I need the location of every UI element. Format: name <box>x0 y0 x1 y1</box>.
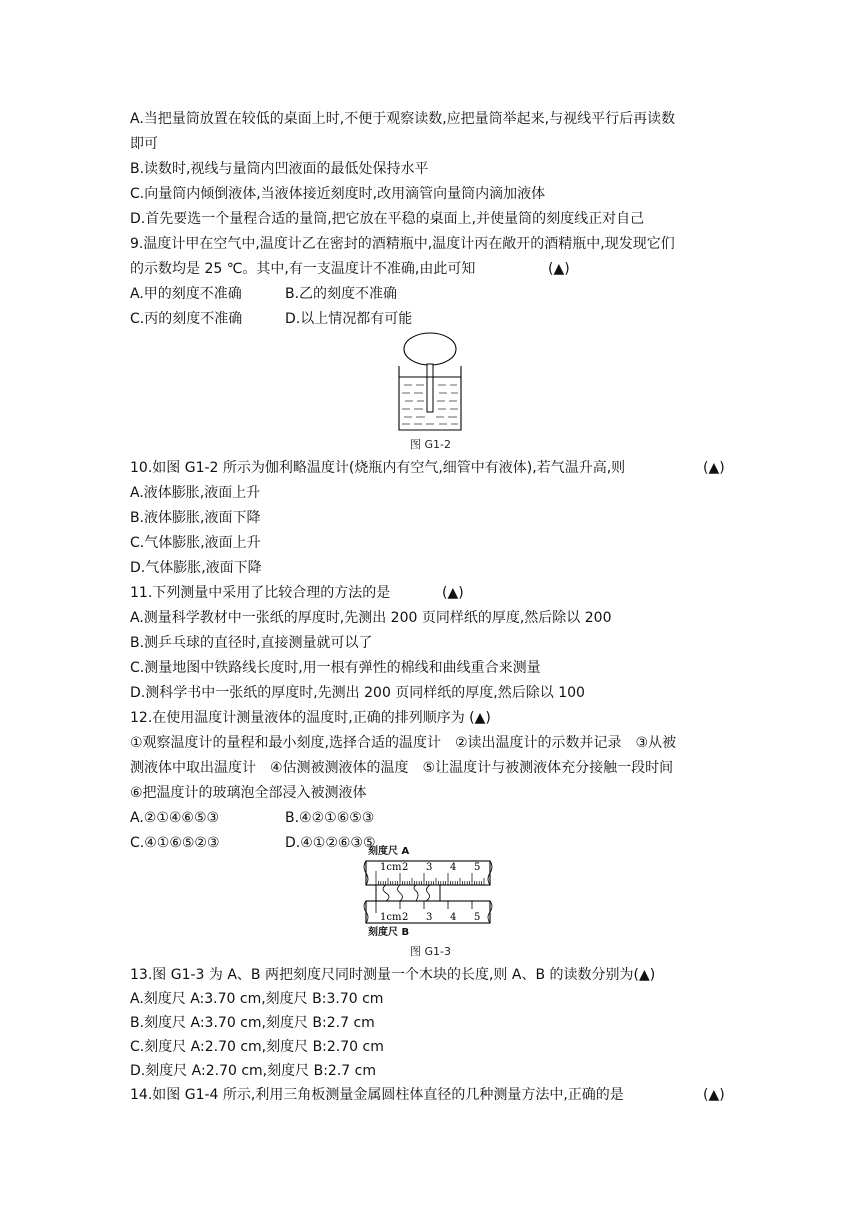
q10-stem: 10.如图 G1-2 所示为伽利略温度计(烧瓶内有空气,细管中有液体),若气温升高,则 <box>130 460 626 476</box>
q12-option-a: A.②①④⑥⑤③ <box>130 810 220 826</box>
q8-option-a-line1: A.当把量筒放置在较低的桌面上时,不便于观察读数,应把量筒举起来,与视线平行后再读数 <box>130 111 676 127</box>
q10-option-c: C.气体膨胀,液面上升 <box>130 535 261 551</box>
ruler-a-tick-label-1: 1cm <box>380 862 402 873</box>
ruler-a-tick-label-2: 2 <box>402 862 409 873</box>
q8-option-d: D.首先要选一个量程合适的量筒,把它放在平稳的桌面上,并使量筒的刻度线正对自己 <box>130 211 645 227</box>
ruler-b-tick-label-3: 3 <box>426 912 433 923</box>
q12-option-d: D.④①②⑥③⑤ <box>285 835 376 851</box>
ruler-a-tick-label-5: 5 <box>474 862 481 873</box>
q9-stem-line2: 的示数均是 25 ℃。其中,有一支温度计不准确,由此可知 <box>130 261 476 277</box>
q10-option-a: A.液体膨胀,液面上升 <box>130 485 261 501</box>
q12-steps-line1: ①观察温度计的量程和最小刻度,选择合适的温度计 ②读出温度计的示数并记录 ③从被 <box>130 735 677 751</box>
ruler-b-tick-label-1: 1cm <box>380 912 402 923</box>
q9-answer-mark: (▲) <box>548 261 570 277</box>
q13-option-c: C.刻度尺 A:2.70 cm,刻度尺 B:2.70 cm <box>130 1039 384 1055</box>
q14-answer-mark: (▲) <box>703 1087 725 1103</box>
q13-option-b: B.刻度尺 A:3.70 cm,刻度尺 B:2.7 cm <box>130 1015 375 1031</box>
q8-option-b: B.读数时,视线与量筒内凹液面的最低处保持水平 <box>130 161 429 177</box>
figure-g1-3-caption: 图 G1-3 <box>410 945 451 958</box>
q9-option-c: C.丙的刻度不准确 <box>130 311 243 327</box>
q10-answer-mark: (▲) <box>703 460 725 476</box>
q11-option-a: A.测量科学教材中一张纸的厚度时,先测出 200 页同样纸的厚度,然后除以 200 <box>130 610 612 626</box>
two-rulers-figure <box>360 857 496 927</box>
ruler-a-tick-label-3: 3 <box>426 862 433 873</box>
q10-option-b: B.液体膨胀,液面下降 <box>130 510 261 526</box>
q14-stem: 14.如图 G1-4 所示,利用三角板测量金属圆柱体直径的几种测量方法中,正确的是 <box>130 1087 624 1103</box>
q10-option-d: D.气体膨胀,液面下降 <box>130 560 262 576</box>
q8-option-c: C.向量筒内倾倒液体,当液体接近刻度时,改用滴管向量筒内滴加液体 <box>130 186 546 202</box>
q13-option-d: D.刻度尺 A:2.70 cm,刻度尺 B:2.7 cm <box>130 1063 376 1079</box>
ruler-b-tick-label-2: 2 <box>402 912 409 923</box>
ruler-b-label: 刻度尺 B <box>368 927 410 938</box>
ruler-b-tick-label-5: 5 <box>474 912 481 923</box>
q8-option-a-line2: 即可 <box>130 136 158 152</box>
ruler-a-tick-label-4: 4 <box>450 862 457 873</box>
q11-answer-mark: (▲) <box>442 585 464 601</box>
q13-stem: 13.图 G1-3 为 A、B 两把刻度尺同时测量一个木块的长度,则 A、B 的读数分别为(▲) <box>130 967 656 983</box>
q11-option-c: C.测量地图中铁路线长度时,用一根有弹性的棉线和曲线重合来测量 <box>130 660 541 676</box>
q12-steps-line2: 测液体中取出温度计 ④估测被测液体的温度 ⑤让温度计与被测液体充分接触一段时间 <box>130 760 674 776</box>
flask-bulb <box>404 333 456 365</box>
q12-option-c: C.④①⑥⑤②③ <box>130 835 220 851</box>
q11-option-d: D.测科学书中一张纸的厚度时,先测出 200 页同样纸的厚度,然后除以 100 <box>130 685 585 701</box>
q11-stem: 11.下列测量中采用了比较合理的方法的是 <box>130 585 391 601</box>
galileo-thermometer-figure <box>392 330 468 434</box>
q9-option-d: D.以上情况都有可能 <box>285 311 413 327</box>
q11-option-b: B.测乒乓球的直径时,直接测量就可以了 <box>130 635 373 651</box>
q12-stem: 12.在使用温度计测量液体的温度时,正确的排列顺序为 (▲) <box>130 710 491 726</box>
q12-option-b: B.④②①⑥⑤③ <box>285 810 375 826</box>
ruler-b-tick-label-4: 4 <box>450 912 457 923</box>
q9-option-b: B.乙的刻度不准确 <box>285 286 398 302</box>
ruler-a-label: 刻度尺 A <box>368 846 410 857</box>
q12-steps-line3: ⑥把温度计的玻璃泡全部浸入被测液体 <box>130 785 367 801</box>
figure-g1-2-caption: 图 G1-2 <box>410 438 451 451</box>
q9-stem-line1: 9.温度计甲在空气中,温度计乙在密封的酒精瓶中,温度计丙在敞开的酒精瓶中,现发现它们 <box>130 236 675 252</box>
q13-option-a: A.刻度尺 A:3.70 cm,刻度尺 B:3.70 cm <box>130 991 384 1007</box>
q9-option-a: A.甲的刻度不准确 <box>130 286 242 302</box>
